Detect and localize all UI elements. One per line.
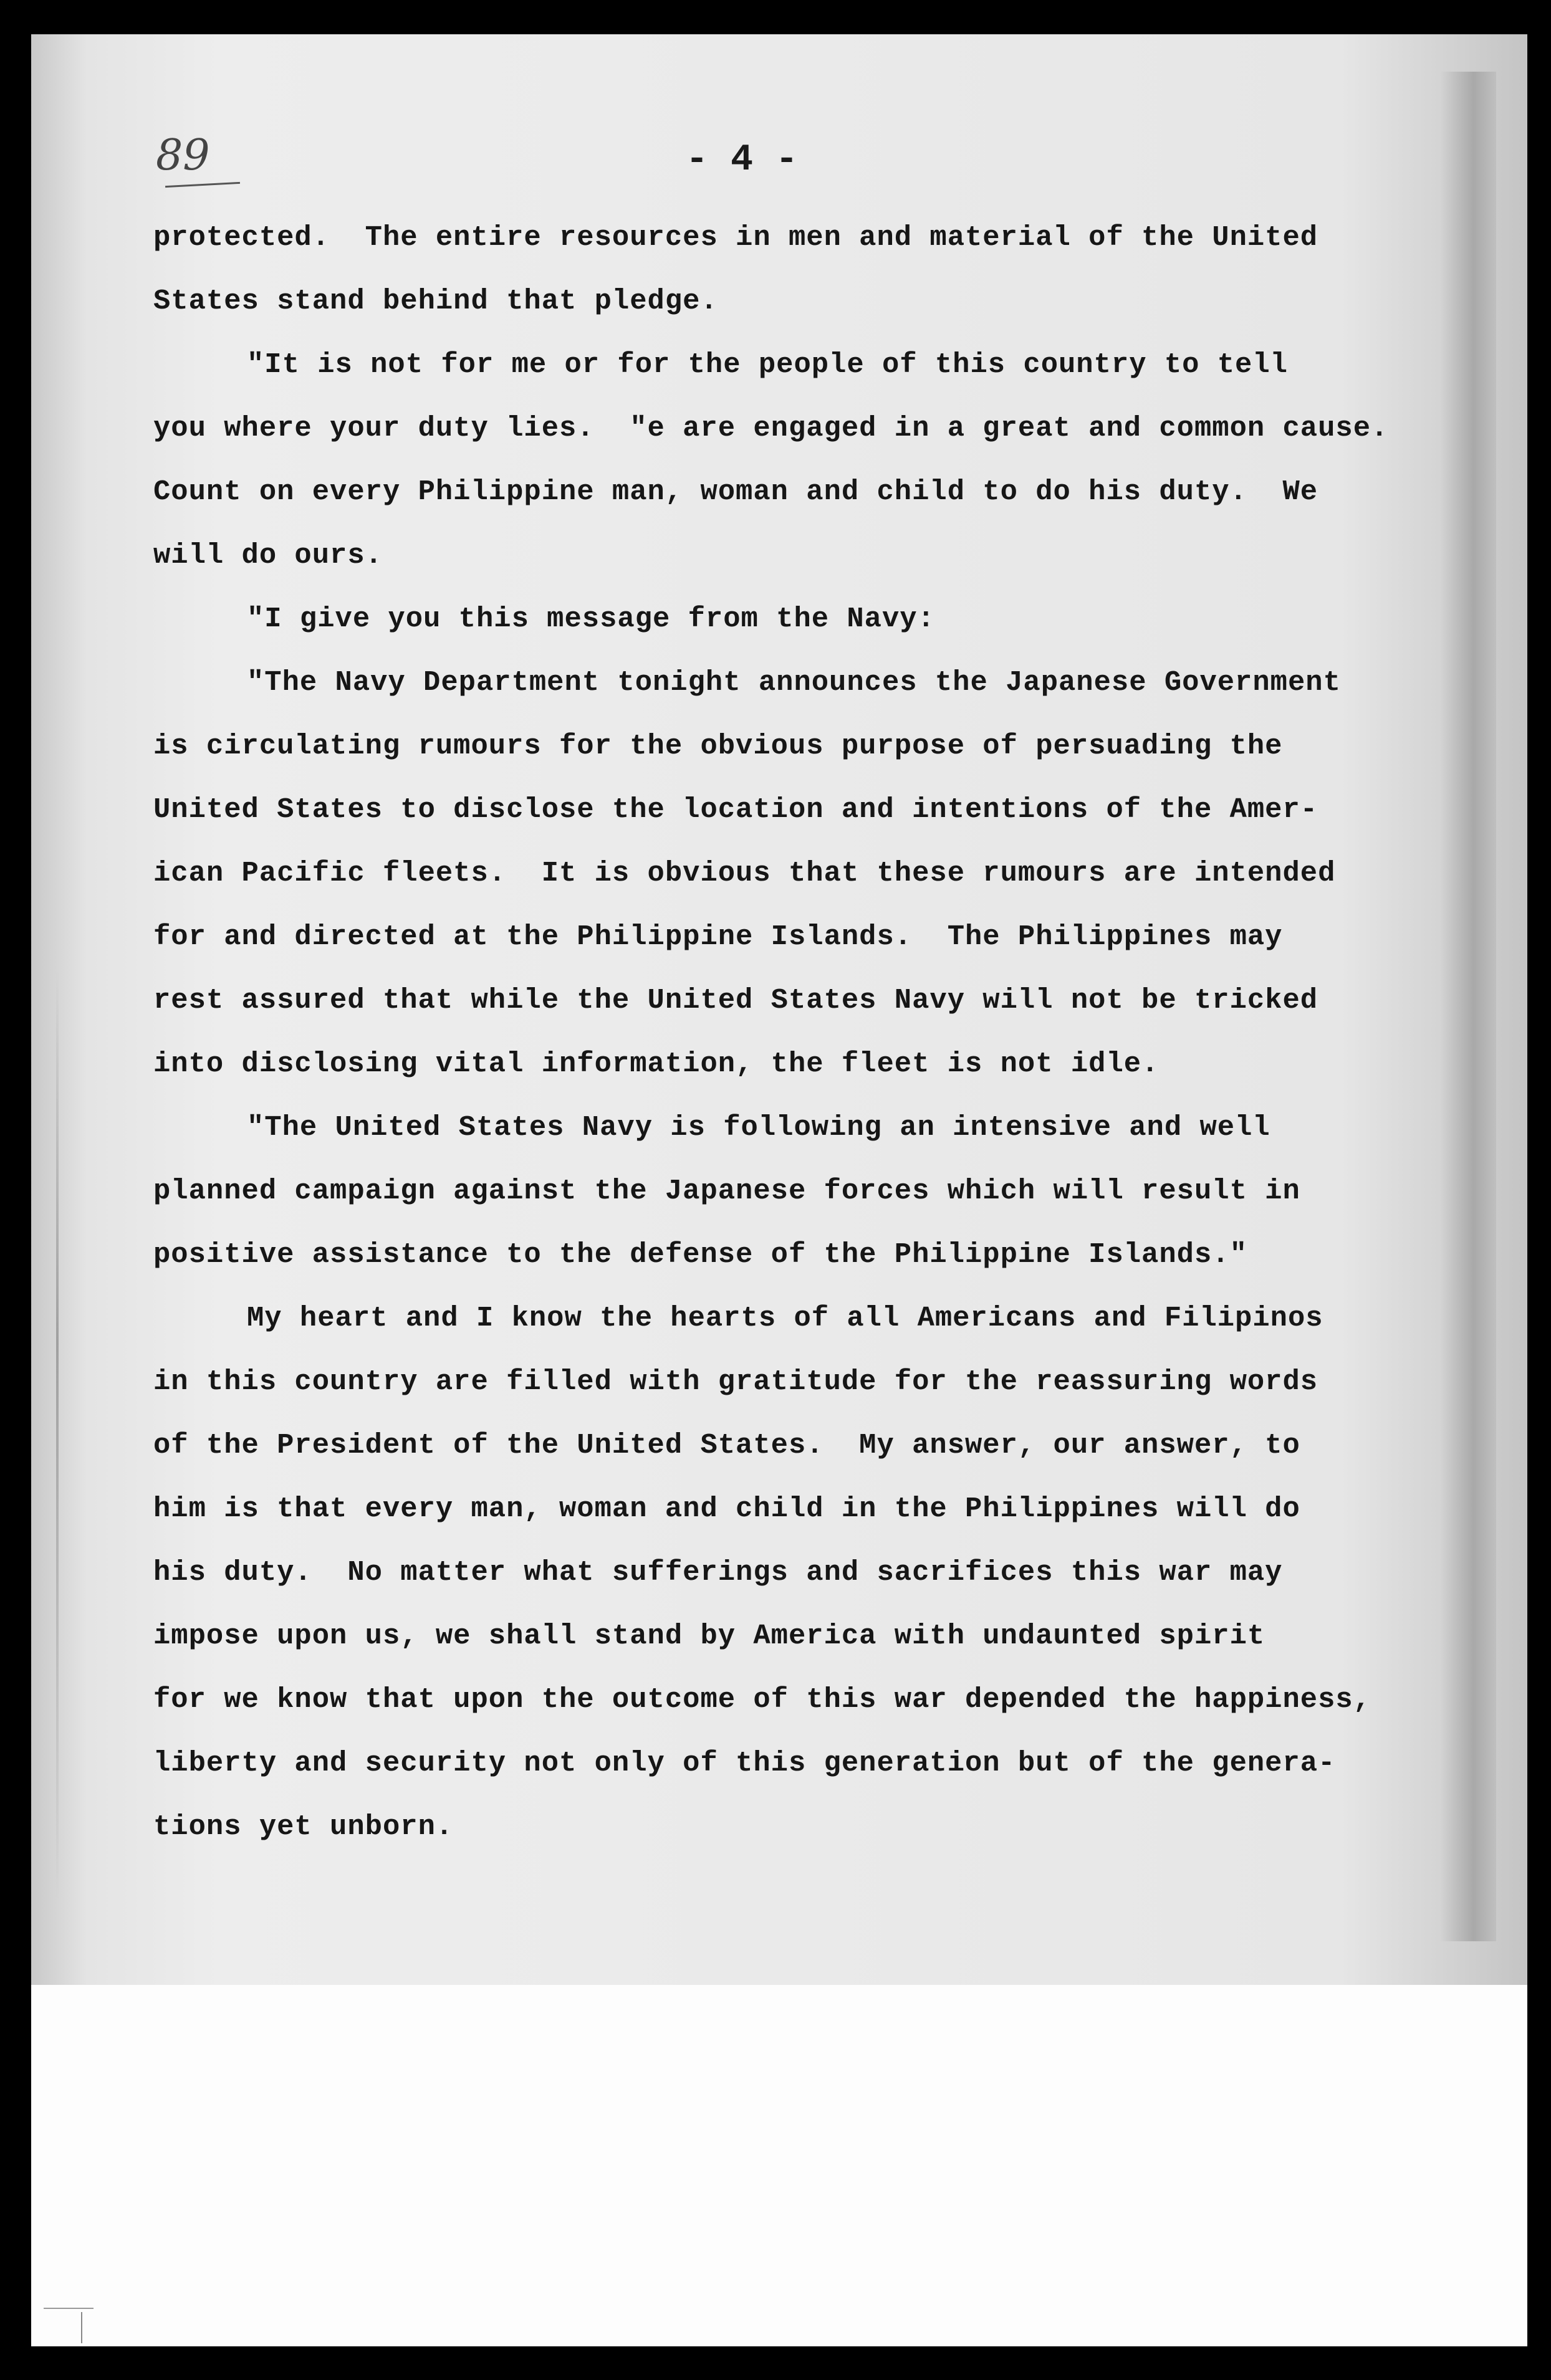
text-line: United States to disclose the location and intentions of the Amer- [153, 793, 1318, 826]
text-line: in this country are filled with gratitude for the reassuring words [153, 1365, 1318, 1398]
handwritten-folio-number: 89 [156, 131, 210, 180]
text-line: My heart and I know the hearts of all Americans and Filipinos [247, 1302, 1323, 1334]
text-line: impose upon us, we shall stand by America with undaunted spirit [153, 1620, 1265, 1652]
text-line: States stand behind that pledge. [153, 285, 718, 317]
text-line: positive assistance to the defense of the Philippine Islands." [153, 1238, 1247, 1271]
page-number: - 4 - [686, 139, 799, 181]
margin-mark [81, 2312, 82, 2343]
text-line: liberty and security not only of this generation but of the genera- [153, 1747, 1336, 1779]
text-line: "The United States Navy is following an intensive and well [247, 1111, 1270, 1144]
text-line: "It is not for me or for the people of this country to tell [247, 348, 1288, 381]
text-line: is circulating rumours for the obvious purpose of persuading the [153, 730, 1283, 762]
text-line: into disclosing vital information, the fleet is not idle. [153, 1048, 1160, 1080]
text-line: protected. The entire resources in men and material of the United [153, 221, 1318, 254]
text-line: ican Pacific fleets. It is obvious that these rumours are intended [153, 857, 1336, 889]
text-line: for we know that upon the outcome of this war depended the happiness, [153, 1683, 1371, 1716]
text-line: will do ours. [153, 539, 383, 571]
text-line: you where your duty lies. "e are engaged in a great and common cause. [153, 412, 1389, 444]
text-line: of the President of the United States. My answer, our answer, to [153, 1429, 1300, 1461]
document-page [31, 34, 1527, 2346]
typed-body-text [153, 206, 1494, 1858]
text-line: "I give you this message from the Navy: [247, 603, 935, 635]
text-line: tions yet unborn. [153, 1810, 454, 1843]
text-line: his duty. No matter what sufferings and sacrifices this war may [153, 1556, 1283, 1589]
text-line: "The Navy Department tonight announces the Japanese Government [247, 666, 1341, 699]
text-line: planned campaign against the Japanese forces which will result in [153, 1175, 1300, 1207]
text-line: rest assured that while the United States Navy will not be tricked [153, 984, 1318, 1016]
text-line: for and directed at the Philippine Islands. The Philippines may [153, 920, 1283, 953]
margin-mark [44, 2308, 94, 2309]
text-line: him is that every man, woman and child in the Philippines will do [153, 1493, 1300, 1525]
scan-edge-mark [56, 969, 59, 1904]
text-line: Count on every Philippine man, woman and child to do his duty. We [153, 476, 1318, 508]
